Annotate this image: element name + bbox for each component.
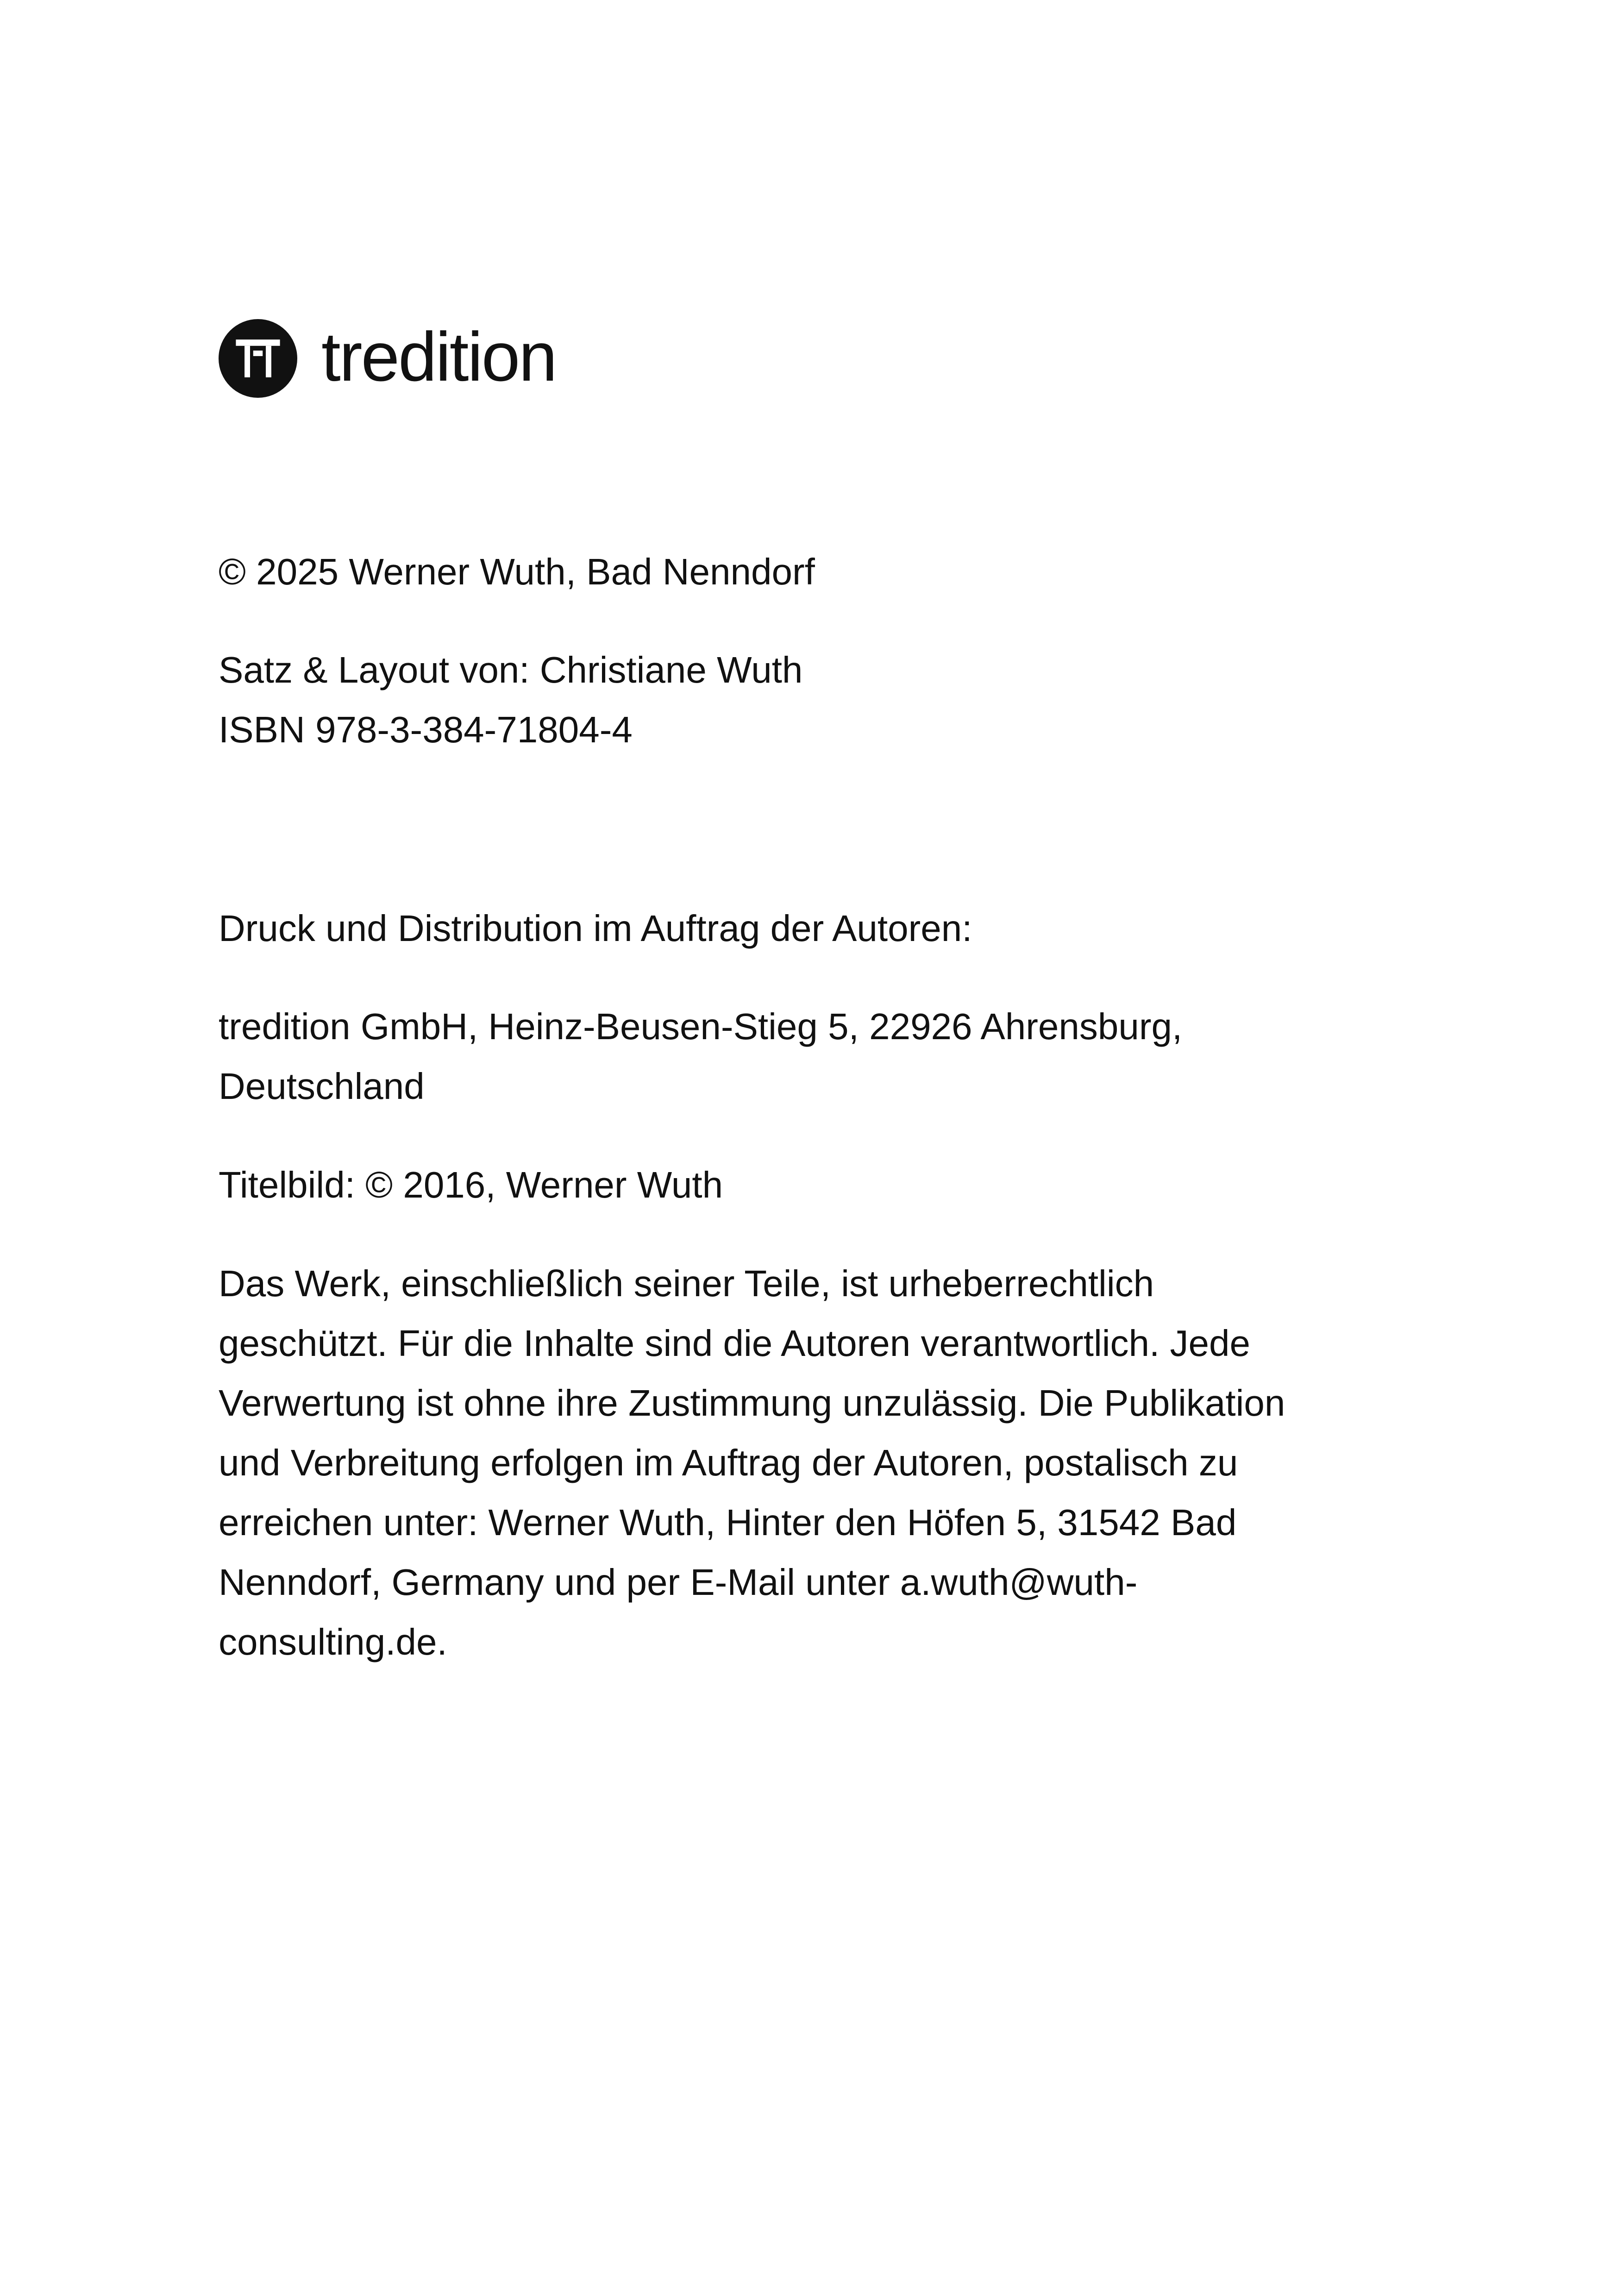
distribution-heading [219, 898, 1404, 958]
rights-notice-line: consulting.de. [219, 1621, 447, 1662]
rights-notice-line: Verwertung ist ohne ihre Zustimmung unzulässig. Die Publikation [219, 1382, 1285, 1424]
copyright-line [219, 542, 1404, 602]
distribution-heading-text: Druck und Distribution im Auftrag der Autoren: [219, 908, 972, 949]
rights-notice-line: Nenndorf, Germany und per E-Mail unter a.wuth@wuth- [219, 1562, 1138, 1603]
cover-credit [219, 1155, 1404, 1215]
address-line: Deutschland [219, 1066, 425, 1107]
publisher-logo [219, 318, 556, 399]
rights-notice-line: geschützt. Für die Inhalte sind die Autoren verantwortlich. Jede [219, 1323, 1250, 1364]
rights-notice-line: erreichen unter: Werner Wuth, Hinter den Höfen 5, 31542 Bad [219, 1502, 1237, 1543]
cover-credit-text: Titelbild: © 2016, Werner Wuth [219, 1164, 723, 1205]
rights-notice [219, 1254, 1404, 1672]
layout-credit: Satz & Layout von: Christiane Wuth [219, 649, 803, 690]
isbn: ISBN 978-3-384-71804-4 [219, 709, 633, 750]
address-line: tredition GmbH, Heinz-Beusen-Stieg 5, 22926 Ahrensburg, [219, 1006, 1183, 1047]
distribution-address [219, 997, 1404, 1116]
rights-notice-line: und Verbreitung erfolgen im Auftrag der Autoren, postalisch zu [219, 1442, 1238, 1483]
tredition-logo-icon [219, 319, 297, 398]
rights-notice-line: Das Werk, einschließlich seiner Teile, ist urheberrechtlich [219, 1263, 1154, 1304]
publisher-wordmark: tredition [321, 318, 556, 395]
credits-block [219, 640, 1404, 759]
copyright-text: © 2025 Werner Wuth, Bad Nenndorf [219, 551, 815, 592]
